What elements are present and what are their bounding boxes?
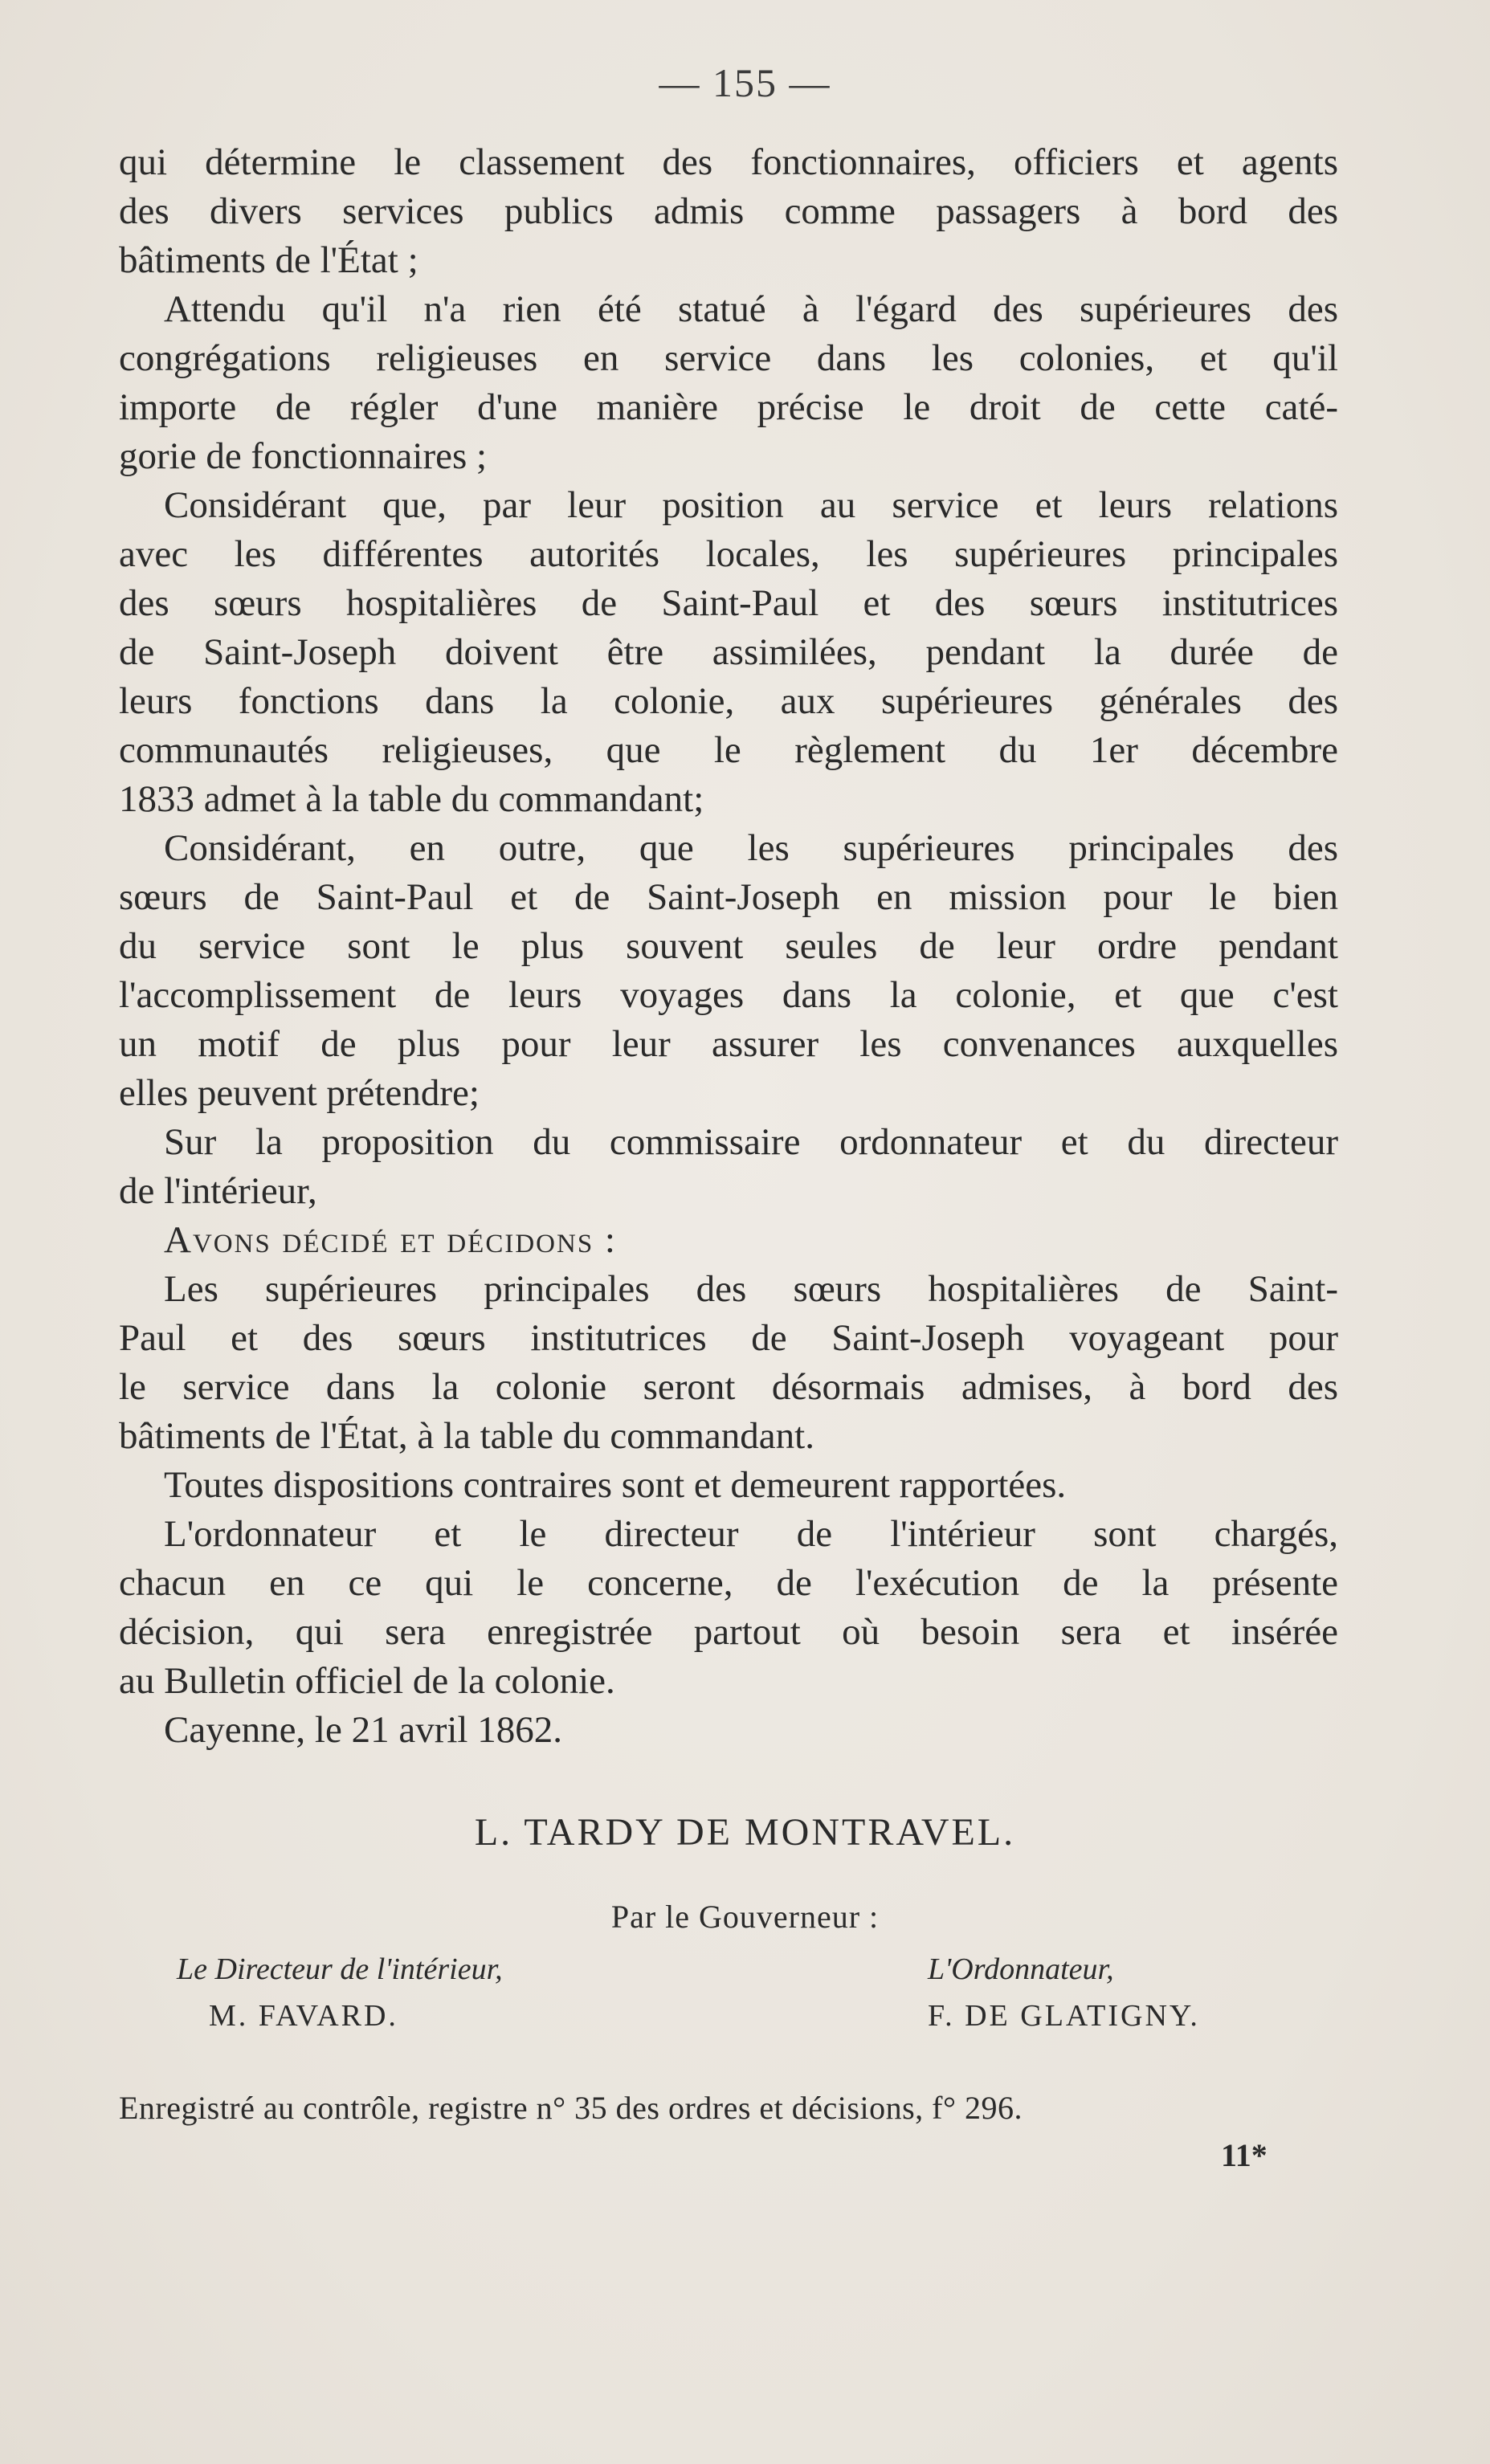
paragraph-article-2 [119,1461,1338,1510]
paragraph-considerant-2 [119,824,1338,1118]
right-signature-title: L'Ordonnateur, [928,1952,1114,1986]
left-signature-title: Le Directeur de l'intérieur, [177,1952,503,1986]
text-line: le service dans la colonie seront désormais admises, à bord des [119,1366,1338,1408]
page-number: — 155 — [659,60,831,105]
text-line: au Bulletin officiel de la colonie. [119,1660,615,1702]
paragraph-proposition [119,1118,1338,1216]
left-signature [177,1952,503,2034]
text-line: Cayenne, le 21 avril 1862. [164,1709,562,1751]
text-line: gorie de fonctionnaires ; [119,435,488,477]
paragraph-article-3 [119,1510,1338,1706]
text-line: sœurs de Saint-Paul et de Saint-Joseph en mission pour le bien [119,876,1338,918]
text-line: avec les différentes autorités locales, les supérieures principales [119,533,1338,575]
text-line: L'ordonnateur et le directeur de l'intérieur sont chargés, [164,1513,1338,1555]
text-line: Toutes dispositions contraires sont et demeurent rapportées. [164,1464,1067,1506]
paragraph-considerant-1 [119,481,1338,824]
paragraph-decision-heading [119,1216,1338,1265]
text-line: Avons décidé et décidons : [164,1219,617,1261]
right-signature [928,1952,1200,2034]
text-line: Paul et des sœurs institutrices de Saint-Joseph voyageant pour [119,1317,1338,1359]
text-line: qui détermine le classement des fonctionnaires, officiers et agents [119,141,1338,183]
par-le-gouverneur: Par le Gouverneur : [610,1899,880,1935]
paragraph-attendu [119,285,1338,481]
paragraph-preamble [119,138,1338,285]
paragraph-article-1 [119,1265,1338,1461]
text-line: leurs fonctions dans la colonie, aux supérieures générales des [119,680,1338,722]
text-line: communautés religieuses, que le règlement du 1er décembre [119,729,1338,771]
governor-signature: L. TARDY DE MONTRAVEL. [474,1811,1016,1854]
left-signature-name: M. FAVARD. [209,1999,398,2033]
text-line: décision, qui sera enregistrée partout où besoin sera et insérée [119,1611,1338,1653]
decision-body [119,138,1338,1755]
paragraph-date [119,1706,1338,1755]
text-line: des divers services publics admis comme passagers à bord des [119,190,1338,232]
text-line: 1833 admet à la table du commandant; [119,778,704,820]
text-line: des sœurs hospitalières de Saint-Paul et des sœurs institutrices [119,582,1338,624]
text-line: Considérant que, par leur position au service et leurs relations [164,484,1338,526]
text-line: congrégations religieuses en service dans les colonies, et qu'il [119,337,1338,379]
text-line: un motif de plus pour leur assurer les convenances auxquelles [119,1023,1338,1065]
text-line: de l'intérieur, [119,1170,317,1212]
text-line: Considérant, en outre, que les supérieures principales des [164,827,1338,869]
text-line: Les supérieures principales des sœurs hospitalières de Saint- [164,1268,1338,1310]
text-line: du service sont le plus souvent seules de leur ordre pendant [119,925,1338,967]
registry-note: Enregistré au contrôle, registre n° 35 des ordres et décisions, f° 296. [119,2090,1023,2126]
text-line: importe de régler d'une manière précise le droit de cette caté- [119,386,1338,428]
text-line: bâtiments de l'État, à la table du commandant. [119,1415,814,1457]
printer-signature-mark: 11* [1221,2137,1268,2173]
text-line: l'accomplissement de leurs voyages dans la colonie, et que c'est [119,974,1338,1016]
text-line: elles peuvent prétendre; [119,1072,480,1114]
text-line: de Saint-Joseph doivent être assimilées, pendant la durée de [119,631,1338,673]
text-line: chacun en ce qui le concerne, de l'exécution de la présente [119,1562,1338,1604]
text-line: Sur la proposition du commissaire ordonnateur et du directeur [164,1121,1338,1163]
text-line: bâtiments de l'État ; [119,239,418,281]
right-signature-name: F. DE GLATIGNY. [928,1999,1200,2033]
text-line: Attendu qu'il n'a rien été statué à l'égard des supérieures des [164,288,1338,330]
